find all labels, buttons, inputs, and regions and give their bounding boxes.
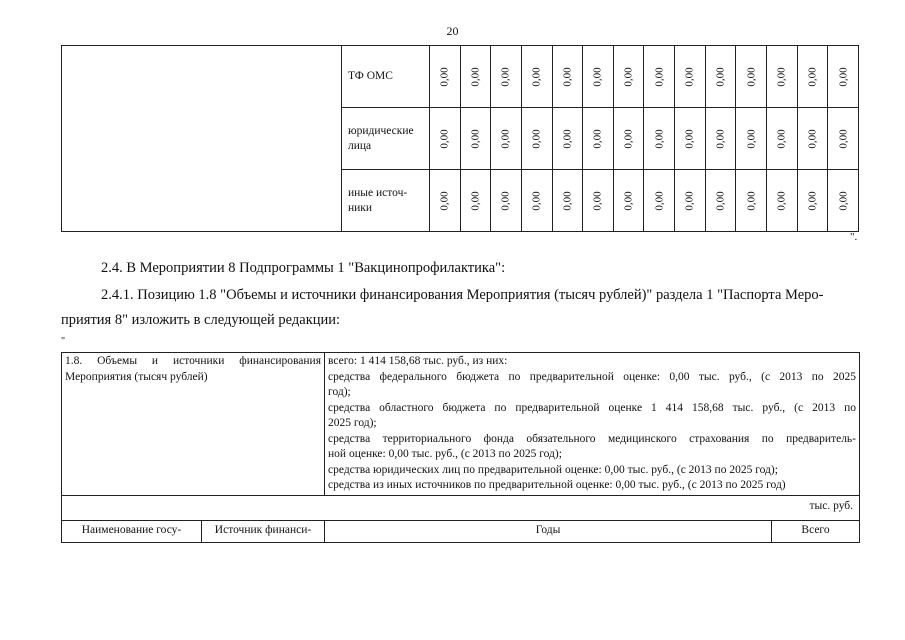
- empty-cell: [62, 46, 342, 232]
- value-cell: [430, 108, 461, 170]
- value-cell: [613, 170, 644, 232]
- value-text: 0,00: [500, 190, 513, 211]
- value-cell: [521, 170, 552, 232]
- passport-label-line: Мероприятия (тысяч рублей): [65, 370, 208, 383]
- value-cell: [736, 170, 767, 232]
- value-cell: [521, 108, 552, 170]
- source-label: юридические лица: [342, 108, 430, 170]
- financing-sources-table: [61, 45, 859, 232]
- opening-quote: ": [61, 336, 66, 347]
- value-cell: [613, 108, 644, 170]
- value-cell: [767, 108, 798, 170]
- page-number: 20: [446, 24, 459, 38]
- value-text: 0,00: [683, 66, 696, 87]
- value-text: 0,00: [530, 128, 543, 149]
- value-text: 0,00: [653, 66, 666, 87]
- value-cell: [583, 46, 614, 108]
- value-text: 0,00: [500, 128, 513, 149]
- paragraph-2-4-1: 2.4.1. Позицию 1.8 "Объемы и источники финансирования Мероприятия (тысяч рублей)" раздела 1 "Паспорта Меро-: [101, 287, 824, 303]
- financing-line: всего: 1 414 158,68 тыс. руб., из них:: [328, 355, 508, 367]
- unit-row: [62, 495, 860, 520]
- passport-label-line: 1.8. Объемы и источники финансирования: [65, 355, 322, 367]
- paragraph-2-4: 2.4. В Мероприятии 8 Подпрограммы 1 "Вакцинопрофилактика":: [101, 260, 506, 276]
- paragraph-2-4-1-cont: приятия 8" изложить в следующей редакции:: [61, 312, 341, 328]
- value-text: 0,00: [530, 190, 543, 211]
- value-cell: [491, 108, 522, 170]
- value-text: 0,00: [745, 128, 758, 149]
- value-cell: [552, 170, 583, 232]
- passport-row-content: [325, 353, 860, 496]
- value-cell: [705, 170, 736, 232]
- value-text: 0,00: [683, 128, 696, 149]
- financing-line: средства федерального бюджета по предварительной оценке: 0,00 тыс. руб., (с 2013 по 2025: [328, 370, 857, 383]
- value-text: 0,00: [837, 128, 850, 149]
- value-text: 0,00: [806, 66, 819, 87]
- value-cell: [644, 46, 675, 108]
- header-total: Всего: [772, 520, 860, 542]
- financing-line: средства территориального фонда обязательного медицинского страхования по предваритель-: [328, 432, 857, 445]
- value-cell: [797, 46, 828, 108]
- value-text: 0,00: [653, 128, 666, 149]
- value-text: 0,00: [714, 190, 727, 211]
- value-text: 0,00: [622, 190, 635, 211]
- value-text: 0,00: [837, 66, 850, 87]
- value-text: 0,00: [806, 128, 819, 149]
- value-cell: [828, 46, 859, 108]
- financing-line: средства областного бюджета по предварительной оценке 1 414 158,68 тыс. руб., (с 2013 по: [328, 401, 857, 414]
- financing-line: средства из иных источников по предварительной оценке: 0,00 тыс. руб., (с 2013 по 2025 год): [328, 479, 786, 491]
- value-cell: [491, 170, 522, 232]
- value-cell: [828, 170, 859, 232]
- value-text: 0,00: [592, 66, 605, 87]
- value-cell: [736, 46, 767, 108]
- value-text: 0,00: [837, 190, 850, 211]
- value-cell: [613, 46, 644, 108]
- value-text: 0,00: [592, 128, 605, 149]
- value-text: 0,00: [775, 128, 788, 149]
- value-text: 0,00: [469, 128, 482, 149]
- value-text: 0,00: [622, 128, 635, 149]
- header-years: Годы: [325, 520, 772, 542]
- header-row: [62, 520, 860, 542]
- financing-line: ной оценке: 0,00 тыс. руб., (с 2013 по 2025 год);: [328, 448, 562, 460]
- value-cell: [460, 170, 491, 232]
- value-text: 0,00: [592, 190, 605, 211]
- value-cell: [460, 46, 491, 108]
- value-cell: [644, 170, 675, 232]
- value-cell: [767, 46, 798, 108]
- value-cell: [797, 108, 828, 170]
- value-cell: [736, 108, 767, 170]
- value-text: 0,00: [561, 66, 574, 87]
- value-text: 0,00: [653, 190, 666, 211]
- value-cell: [705, 46, 736, 108]
- value-text: 0,00: [714, 66, 727, 87]
- value-cell: [705, 108, 736, 170]
- closing-quote: ".: [850, 231, 858, 243]
- value-text: 0,00: [438, 66, 451, 87]
- value-cell: [521, 46, 552, 108]
- value-cell: [797, 170, 828, 232]
- source-label: иные источ-ники: [342, 170, 430, 232]
- value-text: 0,00: [500, 66, 513, 87]
- table-row: [62, 46, 859, 108]
- value-text: 0,00: [806, 190, 819, 211]
- value-cell: [552, 108, 583, 170]
- header-source: Источник финанси-: [202, 520, 325, 542]
- value-cell: [430, 170, 461, 232]
- value-text: 0,00: [561, 128, 574, 149]
- value-text: 0,00: [438, 190, 451, 211]
- value-text: 0,00: [438, 128, 451, 149]
- value-cell: [767, 170, 798, 232]
- passport-row-label: [62, 353, 325, 496]
- passport-row-1-8: [62, 353, 860, 496]
- value-text: 0,00: [714, 128, 727, 149]
- source-label: ТФ ОМС: [342, 46, 430, 108]
- value-text: 0,00: [775, 190, 788, 211]
- value-text: 0,00: [683, 190, 696, 211]
- value-cell: [675, 170, 706, 232]
- unit-label: тыс. руб.: [62, 495, 860, 520]
- financing-line: 2025 год);: [328, 417, 377, 429]
- value-text: 0,00: [469, 66, 482, 87]
- value-text: 0,00: [775, 66, 788, 87]
- value-cell: [828, 108, 859, 170]
- value-cell: [675, 108, 706, 170]
- value-cell: [552, 46, 583, 108]
- value-cell: [675, 46, 706, 108]
- value-cell: [460, 108, 491, 170]
- value-cell: [583, 170, 614, 232]
- value-text: 0,00: [469, 190, 482, 211]
- header-name: Наименование госу-: [62, 520, 202, 542]
- passport-table: [61, 352, 860, 543]
- value-text: 0,00: [745, 190, 758, 211]
- financing-line: средства юридических лиц по предварительной оценке: 0,00 тыс. руб., (с 2013 по 2025 год);: [328, 463, 778, 476]
- financing-line: год);: [328, 386, 351, 398]
- value-cell: [583, 108, 614, 170]
- value-cell: [644, 108, 675, 170]
- value-text: 0,00: [530, 66, 543, 87]
- value-text: 0,00: [745, 66, 758, 87]
- value-cell: [430, 46, 461, 108]
- value-text: 0,00: [622, 66, 635, 87]
- value-text: 0,00: [561, 190, 574, 211]
- value-cell: [491, 46, 522, 108]
